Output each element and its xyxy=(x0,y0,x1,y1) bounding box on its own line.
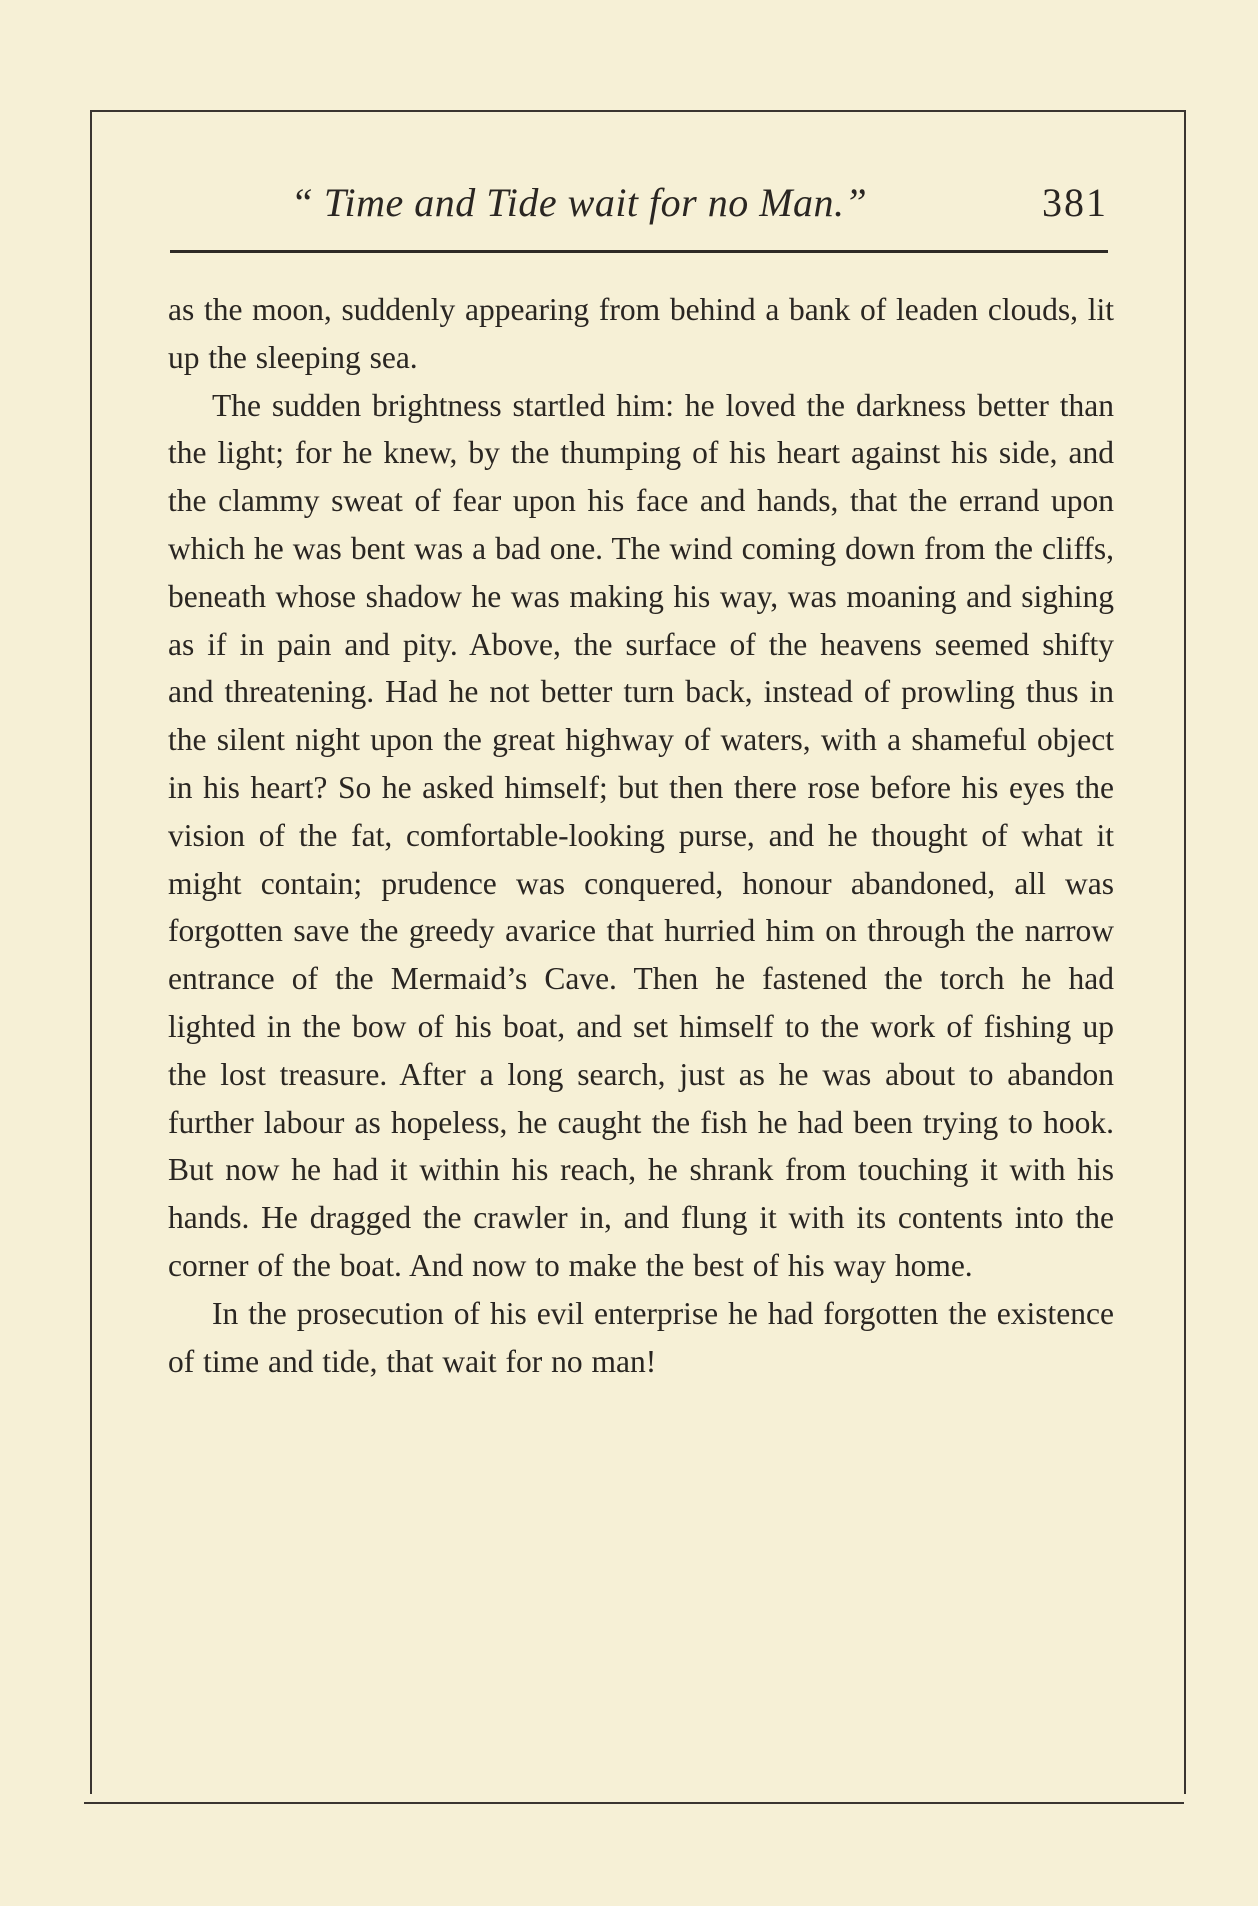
running-title: “ Time and Tide wait for no Man.” xyxy=(290,180,868,225)
body-text xyxy=(168,286,1114,1385)
paragraph: In the prosecution of his evil enterprise he had forgotten the existence of time and tide, that wait for no man! xyxy=(168,1295,1114,1379)
running-head xyxy=(170,178,1108,238)
paragraph: as the moon, suddenly appearing from behind a bank of leaden clouds, lit up the sleeping sea. xyxy=(168,292,1114,375)
page-number: 381 xyxy=(1042,180,1108,225)
paragraph: The sudden brightness startled him: he loved the darkness better than the light; for he knew, by the thumping of his heart against his side, and the clammy sweat of fear upon his face and hands, that the errand upon which he was bent was a bad one. The wind coming down from the cliffs, beneath whose shadow he was making his way, was moaning and sighing as if in pain and pity. Above, the surface of the heavens seemed shifty and threatening. Had he not better turn back, instead of prowling thus in the silent night upon the great highway of waters, with a shameful object in his heart? So he asked himself; but then there rose before his eyes the vision of the fat, comfortable-looking purse, and he thought of what it might contain; prudence was conquered, honour abandoned, all was forgotten save the greedy avarice that hurried him on through the narrow entrance of the Mermaid’s Cave. Then he fastened the torch he had lighted in the bow of his boat, and set himself to the work of fishing up the lost treasure. After a long search, just as he was about to abandon further labour as hopeless, he caught the fish he had been trying to hook. But now he had it within his reach, he shrank from touching it with his hands. He dragged the crawler in, and flung it with its contents into the corner of the boat. And now to make the best of his way home. xyxy=(168,387,1114,1283)
header-rule xyxy=(170,250,1108,253)
bottom-rule xyxy=(84,1802,1184,1804)
